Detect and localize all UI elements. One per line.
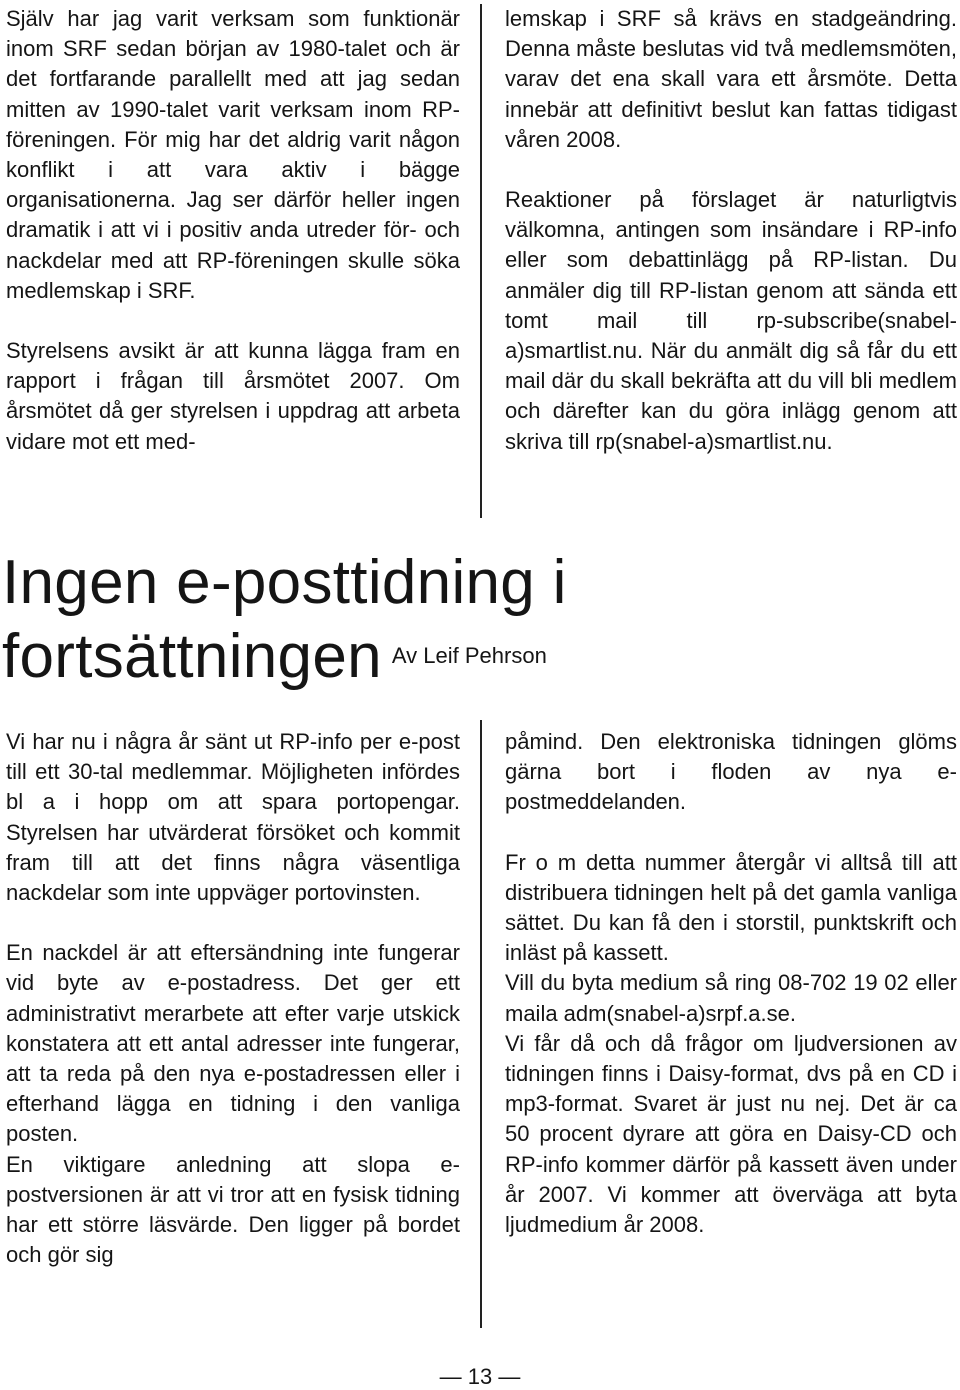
paragraph: Vi har nu i några år sänt ut RP-info per e-post till ett 30-tal medlemmar. Möjligheten infördes bl a i hopp om att spara portopengar. Styrelsen har utvärderat försöket och kommit fram till att det finns några väsentliga nackdelar som inte uppväger portovinsten. — [6, 729, 460, 906]
byline: Av Leif Pehrson — [391, 643, 547, 668]
continued-article-right-column — [505, 4, 957, 457]
paragraph: Vill du byta medium så ring 08-702 19 02 eller maila adm(snabel-a)srpf.a.se. — [505, 970, 957, 1026]
paragraph: påmind. Den elektroniska tidningen glöms gärna bort i floden av nya e-postmeddelanden. — [505, 729, 957, 815]
article-headline — [2, 546, 952, 693]
page-number: — 13 — — [439, 1364, 521, 1389]
column-divider — [480, 720, 482, 1328]
paragraph: Styrelsens avsikt är att kunna lägga fram en rapport i frågan till årsmötet 2007. Om årsmötet då ger styrelsen i uppdrag att arbeta vidare mot ett med- — [6, 338, 460, 454]
paragraph: En viktigare anledning att slopa e-postversionen är att vi tror att en fysisk tidning har ett större läsvärde. Den ligger på bordet och gör sig — [6, 1151, 460, 1268]
headline-line-1: Ingen e-posttidning i — [2, 548, 567, 617]
paragraph: En nackdel är att eftersändning inte fungerar vid byte av e-postadress. Det ger ett administrativt merarbete att efter varje utskick konstatera att ett antal adresser inte fungerar, att ta reda på den nya e-postadressen eller i efterhand lägga en tidning i den vanliga posten. — [6, 940, 460, 1147]
paragraph: lemskap i SRF så krävs en stadgeändring. Denna måste beslutas vid två medlemsmöten, varav det ena skall vara ett årsmöte. Detta innebär att definitivt beslut kan fattas tidigast våren 2008. — [505, 6, 957, 152]
article-left-column — [6, 727, 460, 1270]
paragraph: Fr o m detta nummer återgår vi alltså till att distribuera tidningen helt på det gamla vanliga sättet. Du kan få den i storstil, punktskrift och inläst på kassett. — [505, 849, 957, 966]
continued-article-left-column — [6, 4, 460, 457]
headline-line-2: fortsättningen — [2, 622, 382, 691]
article-right-column — [505, 727, 957, 1240]
paragraph: Vi får då och då frågor om ljudversionen av tidningen finns i Daisy-format, dvs på en CD i mp3-format. Svaret är just nu nej. Det är ca 50 procent dyrare att göra en Daisy-CD och RP-info kommer därför på kassett även under år 2007. Vi kommer att överväga att byta ljudmedium år 2008. — [505, 1030, 957, 1238]
column-divider — [480, 4, 482, 518]
paragraph: Reaktioner på förslaget är naturligtvis välkomna, antingen som insändare i RP-info eller som debattinlägg på RP-listan. Du anmäler dig till RP-listan genom att sända ett tomt mail till rp-subscribe(snabel-a)smartlist.nu. När du anmält dig så får du ett mail där du skall bekräfta att du vill bli medlem och därefter kan du göra inlägg genom att skriva till rp(snabel-a)smartlist.nu. — [505, 187, 957, 454]
paragraph: Själv har jag varit verksam som funktionär inom SRF sedan början av 1980-talet och är det fortfarande parallellt med att jag sedan mitten av 1990-talet varit verksam inom RP-föreningen. För mig har det aldrig varit någon konflikt i att vara aktiv i bägge organisationerna. Jag ser därför heller ingen dramatik i att vi i positiv anda utreder för- och nackdelar med att RP-föreningen skulle söka medlemskap i SRF. — [6, 6, 460, 303]
